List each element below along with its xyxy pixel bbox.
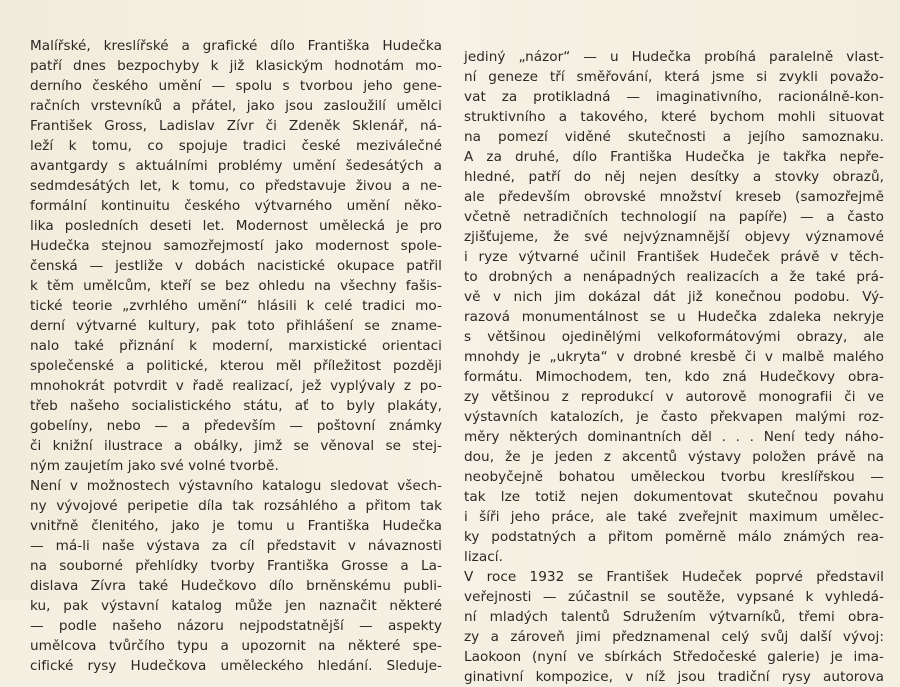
- text-line: veřejnosti — zúčastnil se soutěže, vypsané k vyhledá-: [464, 589, 884, 605]
- text-line: zy většinou z reprodukcí v autorově monografii či ve: [464, 389, 884, 405]
- text-line: Laokoon (nyní ve sbírkách Středočeské galerie) je ima-: [464, 649, 884, 665]
- text-line: cifické rysy Hudečkova uměleckého hledání. Sleduje-: [30, 658, 442, 674]
- text-line: derního českého umění — spolu s tvorbou jeho gene-: [30, 78, 442, 94]
- text-line: Není v možnostech výstavního katalogu sledovat všech-: [30, 478, 442, 494]
- text-line: ku, pak výstavní katalog může jen naznačit některé: [30, 598, 442, 614]
- text-line: i šíři jeho práce, ale také zveřejnit maximum umělec-: [464, 509, 884, 525]
- text-line: hledné, patří do něj nejen desítky a stovky obrazů,: [464, 169, 884, 185]
- text-line: Hudečka stejnou samozřejmostí jako modernost spole-: [30, 238, 442, 254]
- text-line: třeb našeho socialistického státu, ať to byly plakáty,: [30, 398, 442, 414]
- text-line: k těm umělcům, kteří se bez ohledu na všechny fašis-: [30, 278, 442, 294]
- text-line: tak lze totiž nejen dokumentovat skutečnou povahu: [464, 489, 884, 505]
- text-line: ale především obrovské množství kreseb (samozřejmě: [464, 189, 884, 205]
- text-line: nalo také přiznání k moderní, marxistické orientaci: [30, 338, 442, 354]
- text-line: račních vrstevníků a přátel, jako jsou zasloužilí umělci: [30, 98, 442, 114]
- text-line: společenské a politické, kterou měl příležitost později: [30, 358, 442, 374]
- text-line: neobyčejně bohatou uměleckou tvorbu kreslířskou —: [464, 469, 884, 485]
- text-line: leží k tomu, co spojuje tradici české meziválečné: [30, 138, 442, 154]
- text-line: dislava Zívra také Hudečkovo dílo brněnskému publi-: [30, 578, 442, 594]
- text-line: tické teorie „zvrhlého umění“ hlásili k celé tradici mo-: [30, 298, 442, 314]
- text-line: formální kontinuitu českého výtvarného umění něko-: [30, 198, 442, 214]
- text-line: avantgardy s aktuálními problémy umění šedesátých a: [30, 158, 442, 174]
- text-line: s většinou ojedinělými velkoformátovými obrazy, ale: [464, 329, 884, 345]
- text-line: — podle našeho názoru nejpodstatnější — aspekty: [30, 618, 442, 634]
- text-line: V roce 1932 se František Hudeček poprvé představil: [464, 569, 884, 585]
- text-line: na souborné přehlídky tvorby Františka Grosse a La-: [30, 558, 442, 574]
- text-line: ní mladých talentů Sdružením výtvarníků, třemi obra-: [464, 609, 884, 625]
- text-line: gobelíny, nebo — a především — poštovní známky: [30, 418, 442, 434]
- text-line: František Gross, Ladislav Zívr či Zdeněk Sklenář, ná-: [30, 118, 442, 134]
- text-line: ny vývojové peripetie díla tak rozsáhlého a přitom tak: [30, 498, 442, 514]
- text-line: patří dnes bezpochyby k již klasickým hodnotám mo-: [30, 58, 442, 74]
- text-line: ky podstatných a přitom poměrně málo známých rea-: [464, 529, 884, 545]
- text-line: lizací.: [464, 549, 503, 565]
- text-line: sedmdesátých let, k tomu, co představuje živou a ne-: [30, 178, 442, 194]
- text-line: měry některých dominantních děl . . . Není tedy náho-: [464, 429, 884, 445]
- text-line: výstavních katalozích, je často překvapen malými roz-: [464, 409, 884, 425]
- text-line: včetně netradičních technologií na papíře) — a často: [464, 209, 884, 225]
- text-line: na pomezí viděné skutečnosti a jejího samoznaku.: [464, 129, 884, 145]
- text-line: mnohdy je „ukryta“ v drobné kresbě či v malbě malého: [464, 349, 884, 365]
- text-line: dou, že je jeden z akcentů výstavy položen právě na: [464, 449, 884, 465]
- text-line: ným zaujetím jako své volné tvorbě.: [30, 458, 279, 474]
- text-line: vat za protikladná — imaginativního, racionálně-kon-: [464, 89, 884, 105]
- text-line: zjišťujeme, že své nejvýznamnější objevy významové: [464, 229, 884, 245]
- text-line: derní výtvarné kultury, pak toto přihlášení se zname-: [30, 318, 442, 334]
- text-line: vnitřně členitého, jako je tomu u Františka Hudečka: [30, 518, 442, 534]
- text-line: to drobných a nenápadných realizacích a že také prá-: [464, 269, 884, 285]
- text-line: či knižní ilustrace a obálky, jimž se věnoval se stej-: [30, 438, 442, 454]
- text-line: zy a zároveň jimi předznamenal celý svůj další vývoj:: [464, 629, 884, 645]
- text-line: i ryze výtvarné učinil František Hudeček právě v těch-: [464, 249, 884, 265]
- text-line: ní geneze tří směřování, která jsme si zvykli považo-: [464, 69, 884, 85]
- text-line: razová monumentálnost se u Hudečka zdaleka nekryje: [464, 309, 884, 325]
- text-line: jediný „názor“ — u Hudečka probíhá paralelně vlast-: [464, 49, 884, 65]
- text-line: formátu. Mimochodem, ten, kdo zná Hudečkovy obra-: [464, 369, 884, 385]
- text-line: umělcova tvůrčího typu a upozornit na některé spe-: [30, 638, 442, 654]
- text-line: Malířské, kreslířské a grafické dílo Františka Hudečka: [30, 38, 442, 54]
- text-line: ginativní kompozice, v níž jsou tradiční rysy autorova: [464, 669, 884, 685]
- text-line: A za druhé, dílo Františka Hudečka je takřka nepře-: [464, 149, 884, 165]
- text-line: struktivního a takového, které bychom mohli situovat: [464, 109, 884, 125]
- text-line: — má-li naše výstava za cíl představit v návaznosti: [30, 538, 442, 554]
- text-line: čenská — jestliže v dobách nacistické okupace patřil: [30, 258, 442, 274]
- text-line: mnohokrát potvrdit v řadě realizací, jež vyplývaly z po-: [30, 378, 442, 394]
- text-line: lika posledních deseti let. Modernost umělecká je pro: [30, 218, 442, 234]
- text-line: vě v nich jim dokázal dát již konečnou podobu. Vý-: [464, 289, 884, 305]
